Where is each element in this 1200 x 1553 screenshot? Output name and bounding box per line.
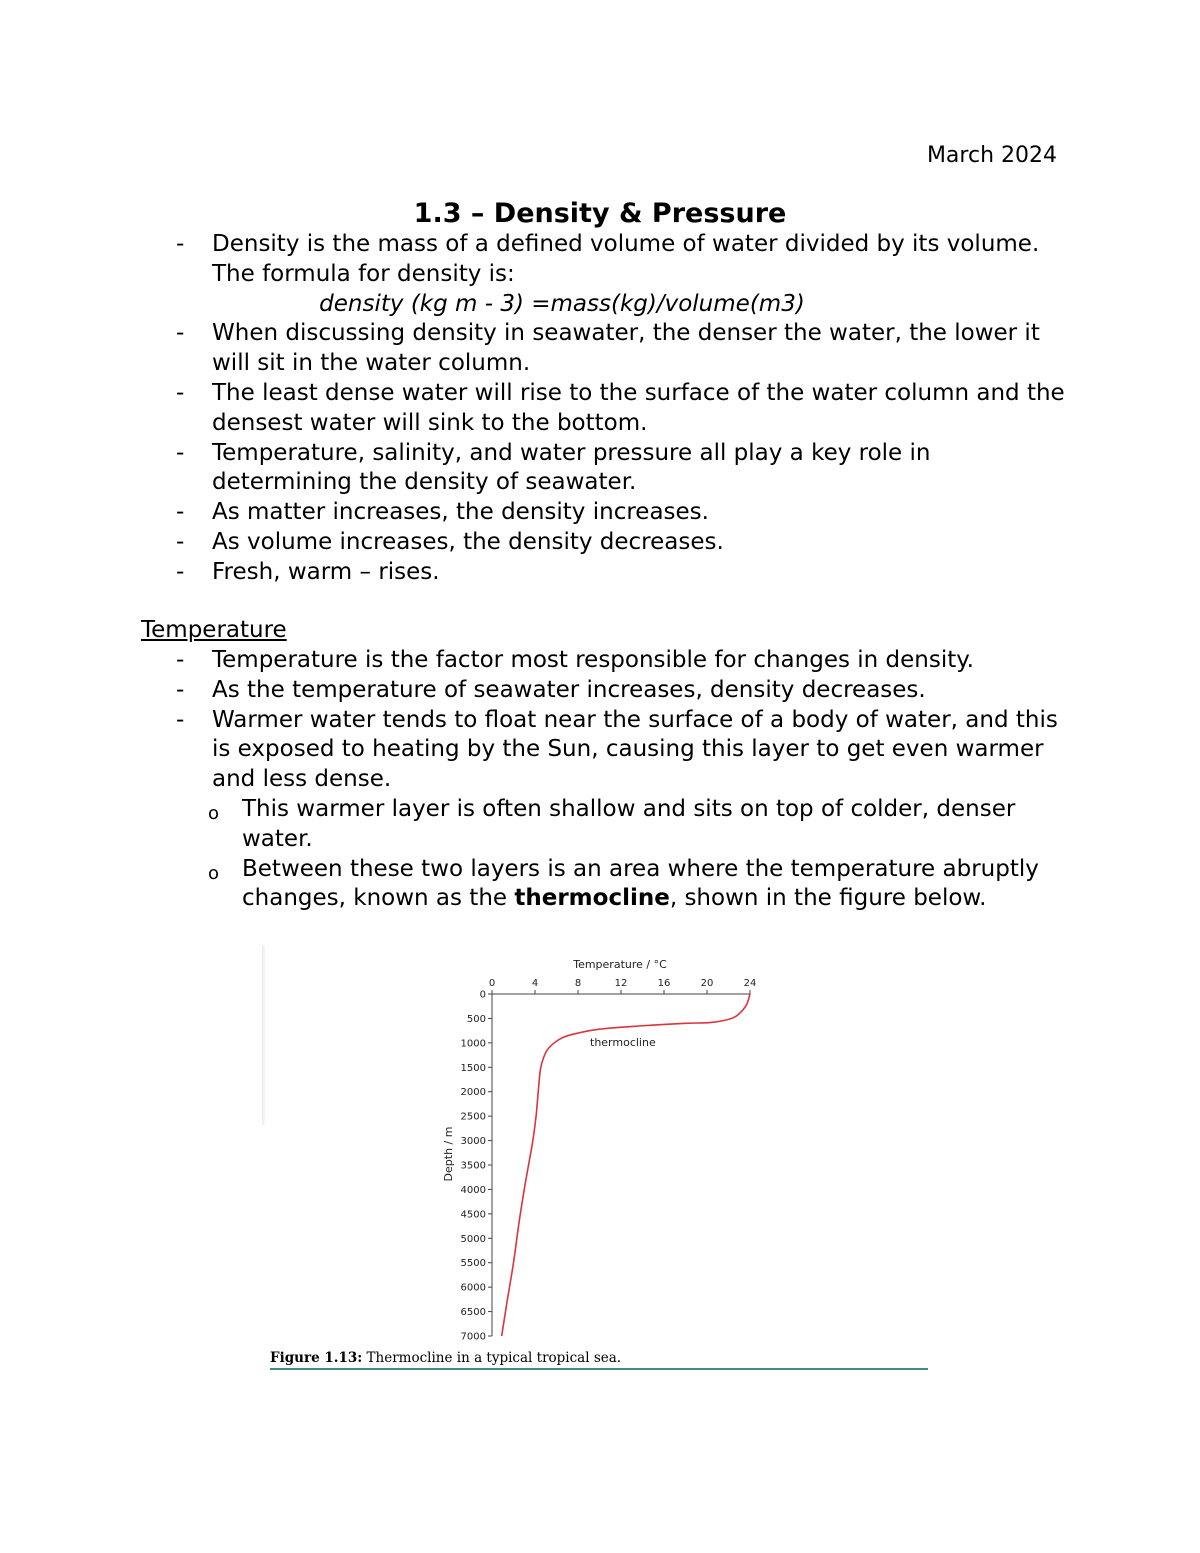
section-heading-temperature: Temperature <box>141 617 287 643</box>
x-tick-label: 8 <box>574 978 582 989</box>
x-tick-label: 20 <box>700 978 714 989</box>
sub-list-item-text-before: Between these two layers is an area where the temperature abruptly changes, known as the <box>242 855 1039 912</box>
thermocline-term: thermocline <box>514 885 670 912</box>
dash-bullet: - <box>176 676 185 703</box>
list-item <box>172 676 1072 706</box>
y-tick-label: 1000 <box>460 1038 486 1050</box>
y-axis-ticks <box>461 990 492 1343</box>
list-item <box>172 558 1072 588</box>
x-axis-ticks <box>489 978 757 994</box>
dash-bullet: - <box>176 379 185 406</box>
y-tick-label: 5500 <box>460 1258 486 1270</box>
list-item-text: Temperature, salinity, and water pressure all play a key role in determining the density of seawater. <box>212 439 931 496</box>
x-tick-label: 0 <box>488 978 496 989</box>
x-tick-label: 4 <box>531 978 539 989</box>
list-item-text: As volume increases, the density decreases. <box>212 528 724 555</box>
sub-list-item-text-after: , shown in the figure below. <box>669 885 987 912</box>
caption-text: Thermocline in a typical tropical sea. <box>362 1350 622 1366</box>
list-item-text: When discussing density in seawater, the denser the water, the lower it will sit in the water column. <box>212 320 1040 377</box>
circle-bullet: o <box>208 802 220 824</box>
y-tick-label: 2500 <box>460 1111 486 1123</box>
x-tick-label: 16 <box>657 978 671 989</box>
sub-list-item-text: This warmer layer is often shallow and sits on top of colder, denser water. <box>242 795 1016 852</box>
y-tick-label: 6000 <box>460 1282 486 1294</box>
y-tick-label: 5000 <box>460 1233 486 1245</box>
list-item <box>172 528 1072 558</box>
dash-bullet: - <box>176 231 185 257</box>
temperature-list <box>172 646 1072 914</box>
page-title: 1.3 – Density & Pressure <box>413 198 787 229</box>
sub-list <box>172 795 1072 914</box>
y-tick-label: 4000 <box>460 1184 486 1196</box>
y-axis-label: Depth / m <box>442 1126 455 1182</box>
y-tick-label: 1500 <box>460 1062 486 1074</box>
figure <box>262 945 942 1375</box>
thermocline-chart <box>262 945 942 1345</box>
circle-bullet: o <box>208 862 220 884</box>
list-item-text: Warmer water tends to float near the surface of a body of water, and this is exposed to heating by the Sun, causing this layer to get even warmer and less dense. <box>212 706 1058 793</box>
list-item <box>172 319 1072 379</box>
y-tick-label: 2000 <box>460 1087 486 1099</box>
sub-list-item <box>172 855 1072 915</box>
dash-bullet: - <box>176 647 185 673</box>
y-tick-label: 3000 <box>460 1136 486 1148</box>
dash-bullet: - <box>176 528 185 555</box>
list-item <box>172 439 1072 499</box>
list-item <box>172 379 1072 439</box>
list-item <box>172 498 1072 528</box>
caption-label: Figure 1.13: <box>270 1350 363 1366</box>
y-tick-label: 0 <box>479 989 486 1001</box>
dash-bullet: - <box>176 320 185 347</box>
list-item-text: The least dense water will rise to the surface of the water column and the densest water will sink to the bottom. <box>212 379 1065 436</box>
list-item-text: Fresh, warm – rises. <box>212 558 440 585</box>
y-tick-label: 6500 <box>460 1307 486 1319</box>
x-tick-label: 12 <box>614 978 628 989</box>
density-formula: density (kg m - 3) =mass(kg)/volume(m3) <box>319 290 805 317</box>
y-tick-label: 500 <box>466 1013 486 1025</box>
figure-caption <box>270 1349 928 1370</box>
sub-list-container <box>172 795 1072 914</box>
x-axis-label: Temperature / °C <box>573 958 667 971</box>
dash-bullet: - <box>176 439 185 466</box>
list-item-text: Density is the mass of a defined volume of water divided by its volume. The formula for density is: <box>212 231 1040 287</box>
y-tick-label: 7000 <box>460 1331 486 1343</box>
thermocline-annotation: thermocline <box>590 1036 656 1049</box>
dash-bullet: - <box>176 558 185 585</box>
list-item-text: As the temperature of seawater increases, density decreases. <box>212 676 926 703</box>
sub-list-item <box>172 795 1072 855</box>
list-item-text: Temperature is the factor most responsible for changes in density. <box>212 647 974 673</box>
document-date: March 2024 <box>926 143 1057 168</box>
x-tick-label: 24 <box>743 978 757 989</box>
y-tick-label: 3500 <box>460 1160 486 1172</box>
list-item <box>172 706 1072 795</box>
list-item <box>172 646 1072 676</box>
dash-bullet: - <box>176 706 185 733</box>
intro-list <box>172 230 1072 588</box>
list-item <box>172 230 1072 319</box>
figure-shadow <box>262 945 266 1125</box>
y-tick-label: 4500 <box>460 1209 486 1221</box>
dash-bullet: - <box>176 499 185 526</box>
list-item-text: As matter increases, the density increases. <box>212 499 709 526</box>
